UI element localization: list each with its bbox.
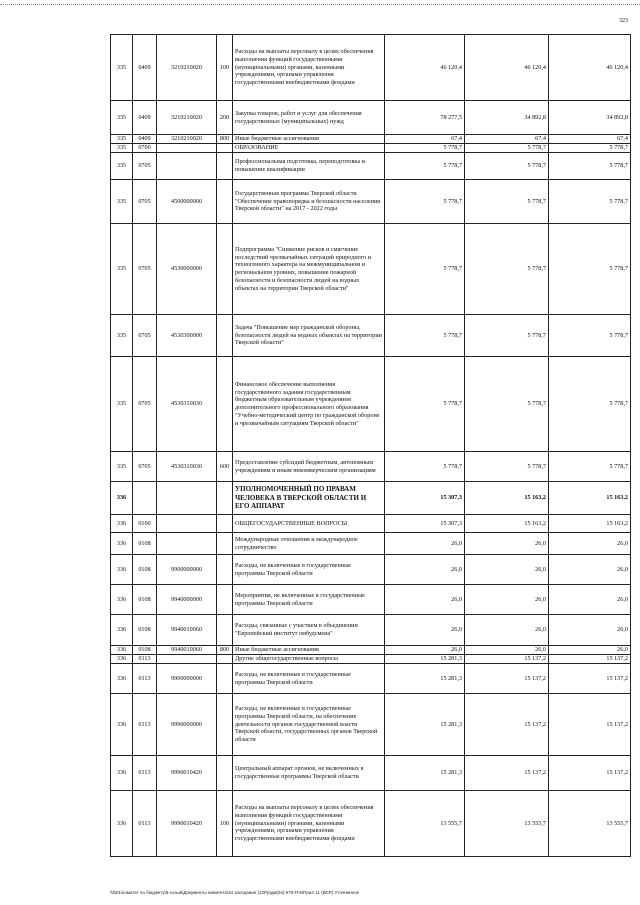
ved-cell: 335 xyxy=(111,153,133,180)
amount-year1-cell: 5 778,7 xyxy=(385,224,465,315)
amount-year2-cell: 5 778,7 xyxy=(465,315,549,357)
expense-type-cell: 800 xyxy=(217,135,233,144)
amount-year2-cell: 34 892,8 xyxy=(465,101,549,135)
target-article-cell: 9990010420 xyxy=(157,756,217,791)
table-row xyxy=(111,482,631,515)
table-row xyxy=(111,224,631,315)
amount-year3-cell: 26,0 xyxy=(549,585,631,615)
ved-cell: 336 xyxy=(111,585,133,615)
amount-year2-cell: 26,0 xyxy=(465,615,549,646)
ved-cell: 335 xyxy=(111,144,133,153)
expense-type-cell xyxy=(217,694,233,756)
amount-year2-cell: 67,4 xyxy=(465,135,549,144)
ved-cell: 336 xyxy=(111,756,133,791)
amount-year2-cell: 5 778,7 xyxy=(465,180,549,224)
amount-year2-cell: 13 555,7 xyxy=(465,791,549,857)
amount-year3-cell: 15 137,2 xyxy=(549,756,631,791)
ved-cell: 335 xyxy=(111,224,133,315)
amount-year2-cell: 15 163,2 xyxy=(465,515,549,533)
amount-year3-cell: 15 137,2 xyxy=(549,664,631,694)
table-row xyxy=(111,555,631,585)
section-code-cell: 0700 xyxy=(133,144,157,153)
expense-type-cell xyxy=(217,224,233,315)
ved-cell: 335 xyxy=(111,452,133,482)
table-row xyxy=(111,144,631,153)
item-name-cell: Иные бюджетные ассигнования xyxy=(233,646,385,655)
expense-type-cell xyxy=(217,144,233,153)
amount-year3-cell: 5 778,7 xyxy=(549,153,631,180)
target-article-cell: 4500000000 xyxy=(157,180,217,224)
table-row xyxy=(111,655,631,664)
amount-year1-cell: 5 778,7 xyxy=(385,153,465,180)
expense-type-cell xyxy=(217,655,233,664)
section-code-cell: 0705 xyxy=(133,180,157,224)
table-row xyxy=(111,135,631,144)
target-article-cell xyxy=(157,533,217,555)
ved-cell: 335 xyxy=(111,180,133,224)
table-row xyxy=(111,615,631,646)
target-article-cell: 9900000000 xyxy=(157,664,217,694)
amount-year3-cell: 5 778,7 xyxy=(549,357,631,452)
table-row xyxy=(111,515,631,533)
table-row xyxy=(111,791,631,857)
target-article-cell: 3210210020 xyxy=(157,135,217,144)
section-code-cell: 0113 xyxy=(133,756,157,791)
expense-type-cell: 100 xyxy=(217,791,233,857)
target-article-cell xyxy=(157,655,217,664)
item-name-cell: УПОЛНОМОЧЕННЫЙ ПО ПРАВАМ ЧЕЛОВЕКА В ТВЕРСКОЙ ОБЛАСТИ И ЕГО АППАРАТ xyxy=(233,482,385,515)
expense-type-cell xyxy=(217,180,233,224)
amount-year2-cell: 15 137,2 xyxy=(465,664,549,694)
amount-year1-cell: 26,0 xyxy=(385,555,465,585)
section-code-cell: 0113 xyxy=(133,791,157,857)
expense-type-cell xyxy=(217,756,233,791)
amount-year2-cell: 15 163,2 xyxy=(465,482,549,515)
budget-table xyxy=(110,34,631,857)
amount-year1-cell: 26,0 xyxy=(385,533,465,555)
amount-year1-cell: 15 281,3 xyxy=(385,756,465,791)
amount-year1-cell: 5 778,7 xyxy=(385,315,465,357)
target-article-cell: 9900000000 xyxy=(157,555,217,585)
item-name-cell: Международные отношения и международное сотрудничество xyxy=(233,533,385,555)
table-row xyxy=(111,180,631,224)
table-row xyxy=(111,452,631,482)
amount-year2-cell: 15 137,2 xyxy=(465,655,549,664)
amount-year3-cell: 5 778,7 xyxy=(549,224,631,315)
ved-cell: 335 xyxy=(111,315,133,357)
target-article-cell: 4530000000 xyxy=(157,224,217,315)
amount-year3-cell: 26,0 xyxy=(549,555,631,585)
ved-cell: 335 xyxy=(111,135,133,144)
table-row xyxy=(111,315,631,357)
item-name-cell: Государственная программа Тверской области "Обеспечение правопорядка и безопасности населения Тверской области" на 2017 - 2022 годы xyxy=(233,180,385,224)
amount-year1-cell: 78 277,5 xyxy=(385,101,465,135)
ved-cell: 336 xyxy=(111,533,133,555)
section-code-cell xyxy=(133,482,157,515)
section-code-cell: 0113 xyxy=(133,664,157,694)
section-code-cell: 0705 xyxy=(133,315,157,357)
target-article-cell: 9990000000 xyxy=(157,694,217,756)
file-path-footer: \\fs01\комитет по бюджету\5-созыв\Документы комитета\34 заседание (12Рр\дм(04) 675-П-6\Прил 11 (ВСР) Уточненное xyxy=(110,890,360,895)
item-name-cell: ОБРАЗОВАНИЕ xyxy=(233,144,385,153)
expense-type-cell: 100 xyxy=(217,35,233,101)
amount-year2-cell: 5 778,7 xyxy=(465,357,549,452)
amount-year3-cell: 5 778,7 xyxy=(549,144,631,153)
ved-cell: 335 xyxy=(111,101,133,135)
target-article-cell: 3210210020 xyxy=(157,101,217,135)
table-row xyxy=(111,694,631,756)
amount-year3-cell: 46 120,4 xyxy=(549,35,631,101)
amount-year2-cell: 15 137,2 xyxy=(465,694,549,756)
expense-type-cell xyxy=(217,555,233,585)
section-code-cell: 0108 xyxy=(133,555,157,585)
amount-year3-cell: 5 778,7 xyxy=(549,180,631,224)
item-name-cell: Закупка товаров, работ и услуг для обеспечения государственных (муниципальных) нужд xyxy=(233,101,385,135)
section-code-cell: 0705 xyxy=(133,224,157,315)
target-article-cell xyxy=(157,482,217,515)
amount-year2-cell: 26,0 xyxy=(465,646,549,655)
section-code-cell: 0108 xyxy=(133,646,157,655)
section-code-cell: 0705 xyxy=(133,153,157,180)
amount-year3-cell: 15 137,2 xyxy=(549,694,631,756)
ved-cell: 335 xyxy=(111,35,133,101)
expense-type-cell xyxy=(217,585,233,615)
expense-type-cell xyxy=(217,153,233,180)
item-name-cell: Профессиональная подготовка, переподготовка и повышение квалификации xyxy=(233,153,385,180)
amount-year1-cell: 26,0 xyxy=(385,615,465,646)
item-name-cell: Расходы на выплаты персоналу в целях обеспечения выполнения функций государственными (муниципальными) органами, казенными учреждениями, органами управления государственными внебюджетными фондами xyxy=(233,35,385,101)
amount-year3-cell: 13 555,7 xyxy=(549,791,631,857)
ved-cell: 336 xyxy=(111,655,133,664)
item-name-cell: ОБЩЕГОСУДАРСТВЕННЫЕ ВОПРОСЫ xyxy=(233,515,385,533)
target-article-cell: 9940000000 xyxy=(157,585,217,615)
amount-year3-cell: 67,4 xyxy=(549,135,631,144)
table-row xyxy=(111,533,631,555)
expense-type-cell xyxy=(217,315,233,357)
ved-cell: 336 xyxy=(111,664,133,694)
expense-type-cell: 200 xyxy=(217,101,233,135)
amount-year2-cell: 5 778,7 xyxy=(465,224,549,315)
target-article-cell xyxy=(157,144,217,153)
amount-year1-cell: 67,4 xyxy=(385,135,465,144)
expense-type-cell: 600 xyxy=(217,452,233,482)
ved-cell: 336 xyxy=(111,515,133,533)
amount-year1-cell: 26,0 xyxy=(385,646,465,655)
item-name-cell: Финансовое обеспечение выполнения государственного задания государственным бюджетным образовательным учреждением дополнительного профессионального образования "Учебно-методический центр по гражданской обороне и чрезвычайным ситуациям Тверской области" xyxy=(233,357,385,452)
amount-year2-cell: 5 778,7 xyxy=(465,452,549,482)
amount-year3-cell: 15 163,2 xyxy=(549,515,631,533)
scan-top-border xyxy=(0,4,640,6)
section-code-cell: 0409 xyxy=(133,101,157,135)
ved-cell: 336 xyxy=(111,615,133,646)
amount-year1-cell: 15 281,3 xyxy=(385,655,465,664)
ved-cell: 335 xyxy=(111,357,133,452)
expense-type-cell xyxy=(217,515,233,533)
table-row xyxy=(111,664,631,694)
section-code-cell: 0409 xyxy=(133,35,157,101)
table-row xyxy=(111,35,631,101)
target-article-cell: 4530300000 xyxy=(157,315,217,357)
section-code-cell: 0100 xyxy=(133,515,157,533)
amount-year3-cell: 15 163,2 xyxy=(549,482,631,515)
item-name-cell: Задача "Повышение мер гражданской обороны, безопасности людей на водных объектах на территории Тверской области" xyxy=(233,315,385,357)
expense-type-cell xyxy=(217,664,233,694)
expense-type-cell xyxy=(217,533,233,555)
amount-year3-cell: 26,0 xyxy=(549,615,631,646)
section-code-cell: 0108 xyxy=(133,533,157,555)
amount-year3-cell: 5 778,7 xyxy=(549,315,631,357)
table-row xyxy=(111,756,631,791)
amount-year1-cell: 15 307,3 xyxy=(385,482,465,515)
section-code-cell: 0705 xyxy=(133,357,157,452)
amount-year2-cell: 26,0 xyxy=(465,585,549,615)
target-article-cell: 9940010060 xyxy=(157,615,217,646)
amount-year2-cell: 26,0 xyxy=(465,555,549,585)
amount-year3-cell: 26,0 xyxy=(549,646,631,655)
section-code-cell: 0108 xyxy=(133,585,157,615)
table-row xyxy=(111,585,631,615)
amount-year3-cell: 34 892,8 xyxy=(549,101,631,135)
amount-year1-cell: 5 778,7 xyxy=(385,144,465,153)
expense-type-cell: 800 xyxy=(217,646,233,655)
amount-year1-cell: 15 281,3 xyxy=(385,664,465,694)
target-article-cell: 4530310030 xyxy=(157,452,217,482)
amount-year1-cell: 5 778,7 xyxy=(385,452,465,482)
amount-year3-cell: 15 137,2 xyxy=(549,655,631,664)
ved-cell: 336 xyxy=(111,646,133,655)
item-name-cell: Расходы, связанные с участием в объединении "Европейский институт омбудсмена" xyxy=(233,615,385,646)
item-name-cell: Подпрограмма "Снижение рисков и смягчение последствий чрезвычайных ситуаций природного и техногенного характера на межмуниципальном и региональном уровнях, повышение пожарной безопасности и безопасности людей на водных объектах на территории Тверской области" xyxy=(233,224,385,315)
ved-cell: 336 xyxy=(111,482,133,515)
section-code-cell: 0705 xyxy=(133,452,157,482)
amount-year2-cell: 5 778,7 xyxy=(465,153,549,180)
item-name-cell: Иные бюджетные ассигнования xyxy=(233,135,385,144)
amount-year2-cell: 5 778,7 xyxy=(465,144,549,153)
expense-type-cell xyxy=(217,357,233,452)
amount-year1-cell: 15 307,3 xyxy=(385,515,465,533)
target-article-cell xyxy=(157,515,217,533)
item-name-cell: Расходы, не включенные в государственные программы Тверской области xyxy=(233,555,385,585)
item-name-cell: Расходы, не включенные в государственные программы Тверской области, на обеспечение деятельности органов государственной власти Тверской области, государственных органов Тверской области xyxy=(233,694,385,756)
section-code-cell: 0108 xyxy=(133,615,157,646)
table-row xyxy=(111,357,631,452)
table-row xyxy=(111,101,631,135)
expense-type-cell xyxy=(217,482,233,515)
table-row xyxy=(111,646,631,655)
amount-year2-cell: 26,0 xyxy=(465,533,549,555)
expense-type-cell xyxy=(217,615,233,646)
amount-year1-cell: 46 120,4 xyxy=(385,35,465,101)
amount-year2-cell: 46 120,4 xyxy=(465,35,549,101)
section-code-cell: 0409 xyxy=(133,135,157,144)
target-article-cell: 9940010060 xyxy=(157,646,217,655)
ved-cell: 336 xyxy=(111,694,133,756)
item-name-cell: Расходы, не включенные в государственные программы Тверской области xyxy=(233,664,385,694)
amount-year2-cell: 15 137,2 xyxy=(465,756,549,791)
ved-cell: 336 xyxy=(111,555,133,585)
amount-year1-cell: 15 281,3 xyxy=(385,694,465,756)
amount-year3-cell: 5 778,7 xyxy=(549,452,631,482)
page-number: 323 xyxy=(619,18,628,24)
item-name-cell: Мероприятия, не включенные в государственные программы Тверской области xyxy=(233,585,385,615)
section-code-cell: 0113 xyxy=(133,694,157,756)
item-name-cell: Расходы на выплаты персоналу в целях обеспечения выполнения функций государственными (муниципальными) органами, казенными учреждениями, органами управления государственными внебюджетными фондами xyxy=(233,791,385,857)
item-name-cell: Другие общегосударственные вопросы xyxy=(233,655,385,664)
amount-year1-cell: 5 778,7 xyxy=(385,180,465,224)
target-article-cell: 9990010420 xyxy=(157,791,217,857)
item-name-cell: Предоставление субсидий бюджетным, автономным учреждениям и иным некоммерческим организациям xyxy=(233,452,385,482)
target-article-cell xyxy=(157,153,217,180)
target-article-cell: 3210210020 xyxy=(157,35,217,101)
amount-year1-cell: 5 778,7 xyxy=(385,357,465,452)
table-row xyxy=(111,153,631,180)
amount-year1-cell: 26,0 xyxy=(385,585,465,615)
section-code-cell: 0113 xyxy=(133,655,157,664)
item-name-cell: Центральный аппарат органов, не включенных в государственные программы Тверской области xyxy=(233,756,385,791)
amount-year1-cell: 13 555,7 xyxy=(385,791,465,857)
target-article-cell: 4530310030 xyxy=(157,357,217,452)
ved-cell: 336 xyxy=(111,791,133,857)
amount-year3-cell: 26,0 xyxy=(549,533,631,555)
